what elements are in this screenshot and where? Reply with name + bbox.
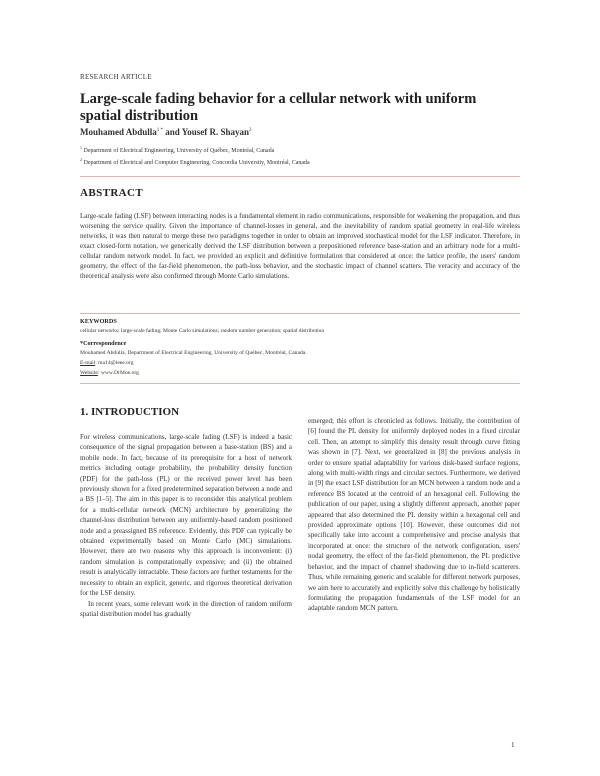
email-link[interactable]: : ma14@ieee.org: [95, 360, 134, 366]
author-superscript: 1 *: [156, 128, 164, 133]
section-divider: [80, 176, 520, 177]
website-link[interactable]: : www.DrMoe.org: [97, 370, 139, 376]
page-number: 1: [511, 741, 515, 749]
abstract-heading: ABSTRACT: [80, 187, 144, 199]
affiliation-sup: 1: [80, 145, 82, 150]
intro-left-column: [80, 432, 292, 619]
correspondence-email: [80, 360, 134, 366]
affiliation-1: [80, 145, 274, 154]
section-heading-introduction: 1. INTRODUCTION: [80, 406, 180, 418]
correspondence-heading: *Correspondence: [80, 340, 127, 347]
correspondence-address: Mouhamed Abdulla, Department of Electrical Engineering, University of Québec, Montréal, Canada.: [80, 350, 307, 356]
abstract-body: Large-scale fading (LSF) between interacting nodes is a fundamental element in radio communications, responsible for weakening the propagation, and thus worsening the service quality. Given the importance of channel-losses in general, and the inevitability of random spatial geometry in real-life wireless networks, it was then natural to merge these two paradigms together in order to obtain an improved stochastical model for the LSF indicator. Therefore, in exact closed-form notation, we generically derived the LSF distribution between a prepositioned reference base-station and an arbitrary node for a multi-cellular random network model. In fact, we provided an explicit and definitive formulation that considered at once: the lattice profile, the users' random geometry, the effect of the far-field phenomenon, the path-loss behavior, and the stochastic impact of channel scatters. The veracity and accuracy of the theoretical analysis were also confirmed through Monte Carlo simulations.: [80, 212, 520, 280]
author-superscript: 2: [249, 128, 252, 133]
section-divider: [80, 383, 520, 384]
author-name: Mouhamed Abdulla: [80, 127, 157, 137]
email-label: E-mail: [80, 360, 96, 366]
paragraph: For wireless communications, large-scale fading (LSF) is indeed a basic consequence of the signal propagation between a base-station (BS) and a mobile node. In fact, because of its prerequisite for a host of network metrics including outage probability, the probability density function (PDF) for the path-loss (PL) or the received power level has been previously shown for a fixed predetermined separation between a node and a BS [1–5]. The aim in this paper is to reconsider this analytical problem for a multi-cellular network (MCN) architecture by generalizing the channel-loss distribution between any uniformly-based random positioned node and a preassigned BS reference. Evidently, this PDF can typically be obtained experimentally based on Monte Carlo (MC) simulations. However, there are two reasons why this approach is inconvenient: (i) random simulation is computationally expensive; and (ii) the obtained result is analytically intractable. These factors are further testaments for the necessity to obtain an explicit, generic, and rigorous theoretical derivation for the LSF density.: [80, 433, 292, 598]
website-label: Website: [80, 370, 98, 376]
paper-title: Large-scale fading behavior for a cellular network with uniform spatial distribution: [80, 91, 477, 124]
author-name: Yousef R. Shayan: [181, 127, 249, 137]
section-divider: [80, 313, 520, 314]
affiliation-text: Department of Electrical Engineering, University of Québec, Montréal, Canada: [83, 148, 275, 154]
correspondence-website: [80, 370, 139, 376]
affiliation-2: [80, 157, 310, 166]
keywords-heading: KEYWORDS: [80, 318, 117, 325]
article-type-label: RESEARCH ARTICLE: [80, 73, 152, 81]
paragraph: In recent years, some relevant work in the direction of random uniform spatial distribution model has gradually: [80, 599, 292, 618]
paragraph: emerged; this effort is chronicled as follows. Initially, the contribution of [6] found the PL density for uniformly deployed nodes in a fixed circular cell. Then, an attempt to simplify this density result through curve fitting was shown in [7]. Next, we generalized in [8] the previous analysis in order to ensure spatial adaptability for various disk-based surface regions, along with multi-width rings and circular sectors. Furthermore, we derived in [9] the exact LSF distribution for an MCN between a random node and a reference BS located at the centroid of an hexagonal cell. Following the publication of our paper, using a slightly different approach, another paper appeared that also determined the PL density within a hexagonal cell and provided approximate options [10]. However, these outcomes did not specifically take into account a comprehensive and precise analysis that incorporated at once: the structure of the network configuration, users' nodal geometry, the effect of the far-field phenomenon, the PL predictive behavior, and the impact of channel shadowing due to in-field scatterers. Thus, while remaining generic and scalable for different network purposes, we aim here to accurately and explicitly solve this challenge by holistically formulating the propagation fundamentals of the LSF model for an adaptable random MCN pattern.: [308, 417, 520, 613]
keywords-list: cellular networks; large-scale fading; Monte Carlo simulations; random number generation; spatial distribution: [80, 328, 325, 334]
affiliation-sup: 2: [80, 157, 82, 162]
intro-right-column: [308, 416, 520, 614]
affiliation-text: Department of Electrical and Computer Engineering, Concordia University, Montréal, Canada: [83, 160, 310, 166]
author-connector: and: [163, 127, 182, 137]
author-list: [80, 127, 252, 137]
